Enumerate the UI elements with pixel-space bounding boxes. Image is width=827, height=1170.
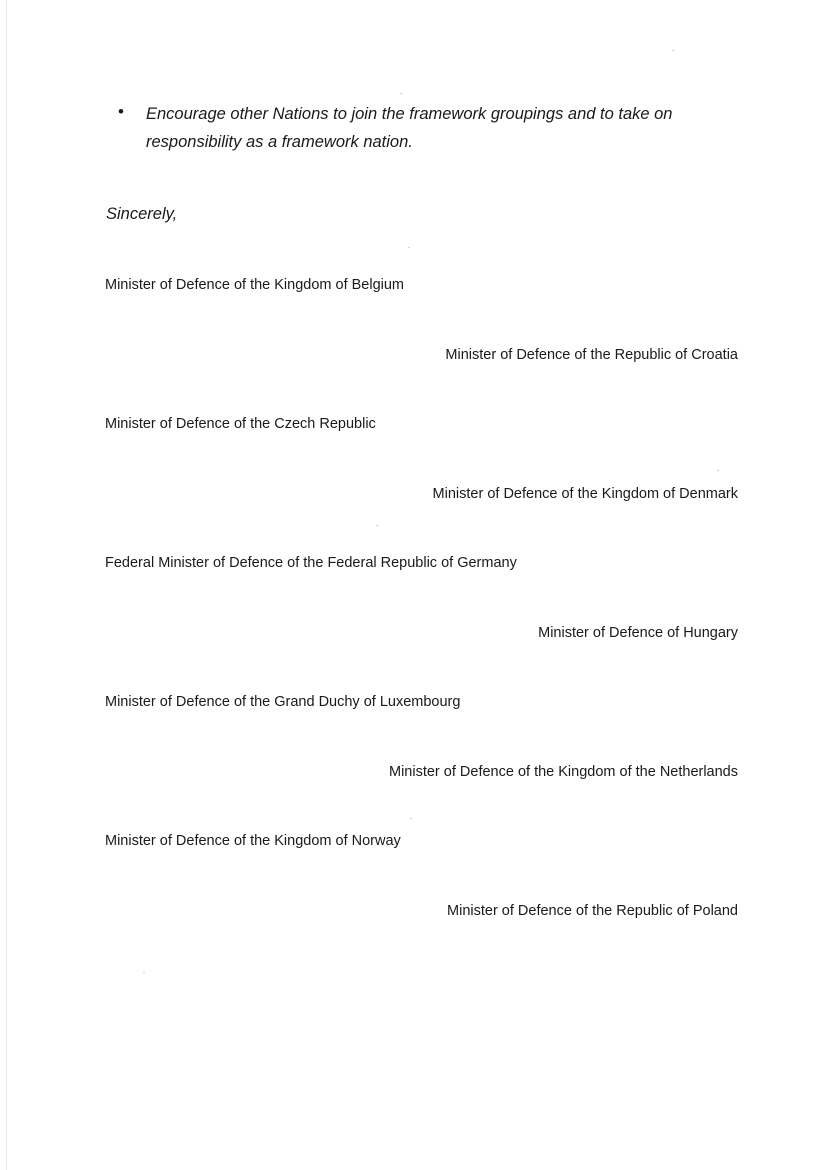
scan-speck — [672, 50, 674, 51]
signatory-netherlands: Minister of Defence of the Kingdom of the Netherlands — [389, 764, 738, 780]
bullet-text: Encourage other Nations to join the framework groupings and to take on responsibility as a framework nation. — [146, 105, 673, 151]
bullet-icon: • — [118, 102, 124, 121]
closing-salutation: Sincerely, — [106, 205, 178, 223]
signatory-czech: Minister of Defence of the Czech Republic — [105, 416, 376, 432]
signatory-norway: Minister of Defence of the Kingdom of Norway — [105, 833, 401, 849]
signatory-belgium: Minister of Defence of the Kingdom of Belgium — [105, 277, 405, 293]
scan-speck — [143, 972, 145, 973]
signatory-croatia: Minister of Defence of the Republic of Croatia — [445, 347, 738, 363]
bullet-item — [118, 100, 738, 156]
scan-speck — [376, 525, 378, 526]
scan-speck — [400, 93, 402, 94]
scan-speck — [408, 247, 410, 248]
signatory-denmark: Minister of Defence of the Kingdom of Denmark — [432, 486, 738, 502]
scan-speck — [717, 470, 719, 471]
signatory-luxembourg: Minister of Defence of the Grand Duchy of Luxembourg — [105, 694, 461, 710]
scan-speck — [410, 818, 412, 819]
page-edge-line — [6, 0, 7, 1170]
signatory-hungary: Minister of Defence of Hungary — [538, 625, 738, 641]
signatory-germany: Federal Minister of Defence of the Federal Republic of Germany — [105, 555, 517, 571]
signatory-poland: Minister of Defence of the Republic of Poland — [447, 903, 738, 919]
